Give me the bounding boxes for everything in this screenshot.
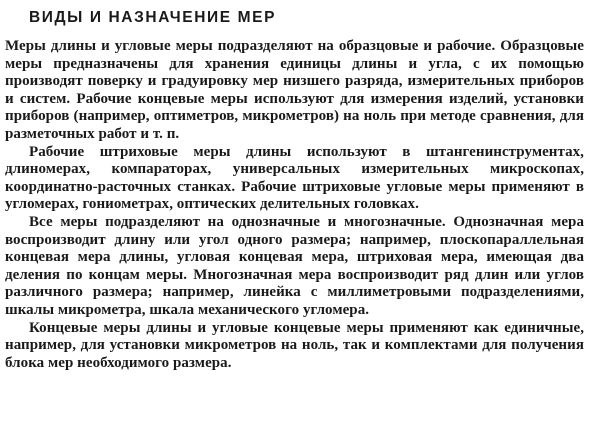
paragraph-2: Рабочие штриховые меры длины используют в штангенинструментах, длиномерах, компараторах, универсальных измерительных микроскопах, координатно-расточных станках. Рабочие штриховые угловые меры применяют в угломерах, гониометрах, оптических делительных головках. <box>5 143 584 213</box>
section-heading: ВИДЫ И НАЗНАЧЕНИЕ МЕР <box>29 9 277 26</box>
paragraph-4: Концевые меры длины и угловые концевые меры применяют как единичные, например, для установки микрометров на ноль, так и комплектами для получения блока мер необходимого размера. <box>5 319 584 371</box>
paragraph-1: Меры длины и угловые меры подразделяют на образцовые и рабочие. Образцовые меры предназначены для хранения единицы длины и угла, с их помощью производят поверку и градуировку мер низшего разряда, измерительных приборов и систем. Рабочие концевые меры используют для измерения изделий, установки приборов (например, оптиметров, микрометров) на ноль при методе сравнения, для разметочных работ и т. п. <box>5 38 584 142</box>
paragraph-3: Все меры подразделяют на однозначные и многозначные. Однозначная мера воспроизводит длину или угол одного размера; например, плоскопараллельная концевая мера длины, угловая концевая мера, штриховая мера, имеющая два деления по концам меры. Многозначная мера воспроизводит ряд длин или углов различного размера; например, линейка с миллиметровыми подразделениями, шкалы микрометра, шкала механического угломера. <box>5 213 584 318</box>
